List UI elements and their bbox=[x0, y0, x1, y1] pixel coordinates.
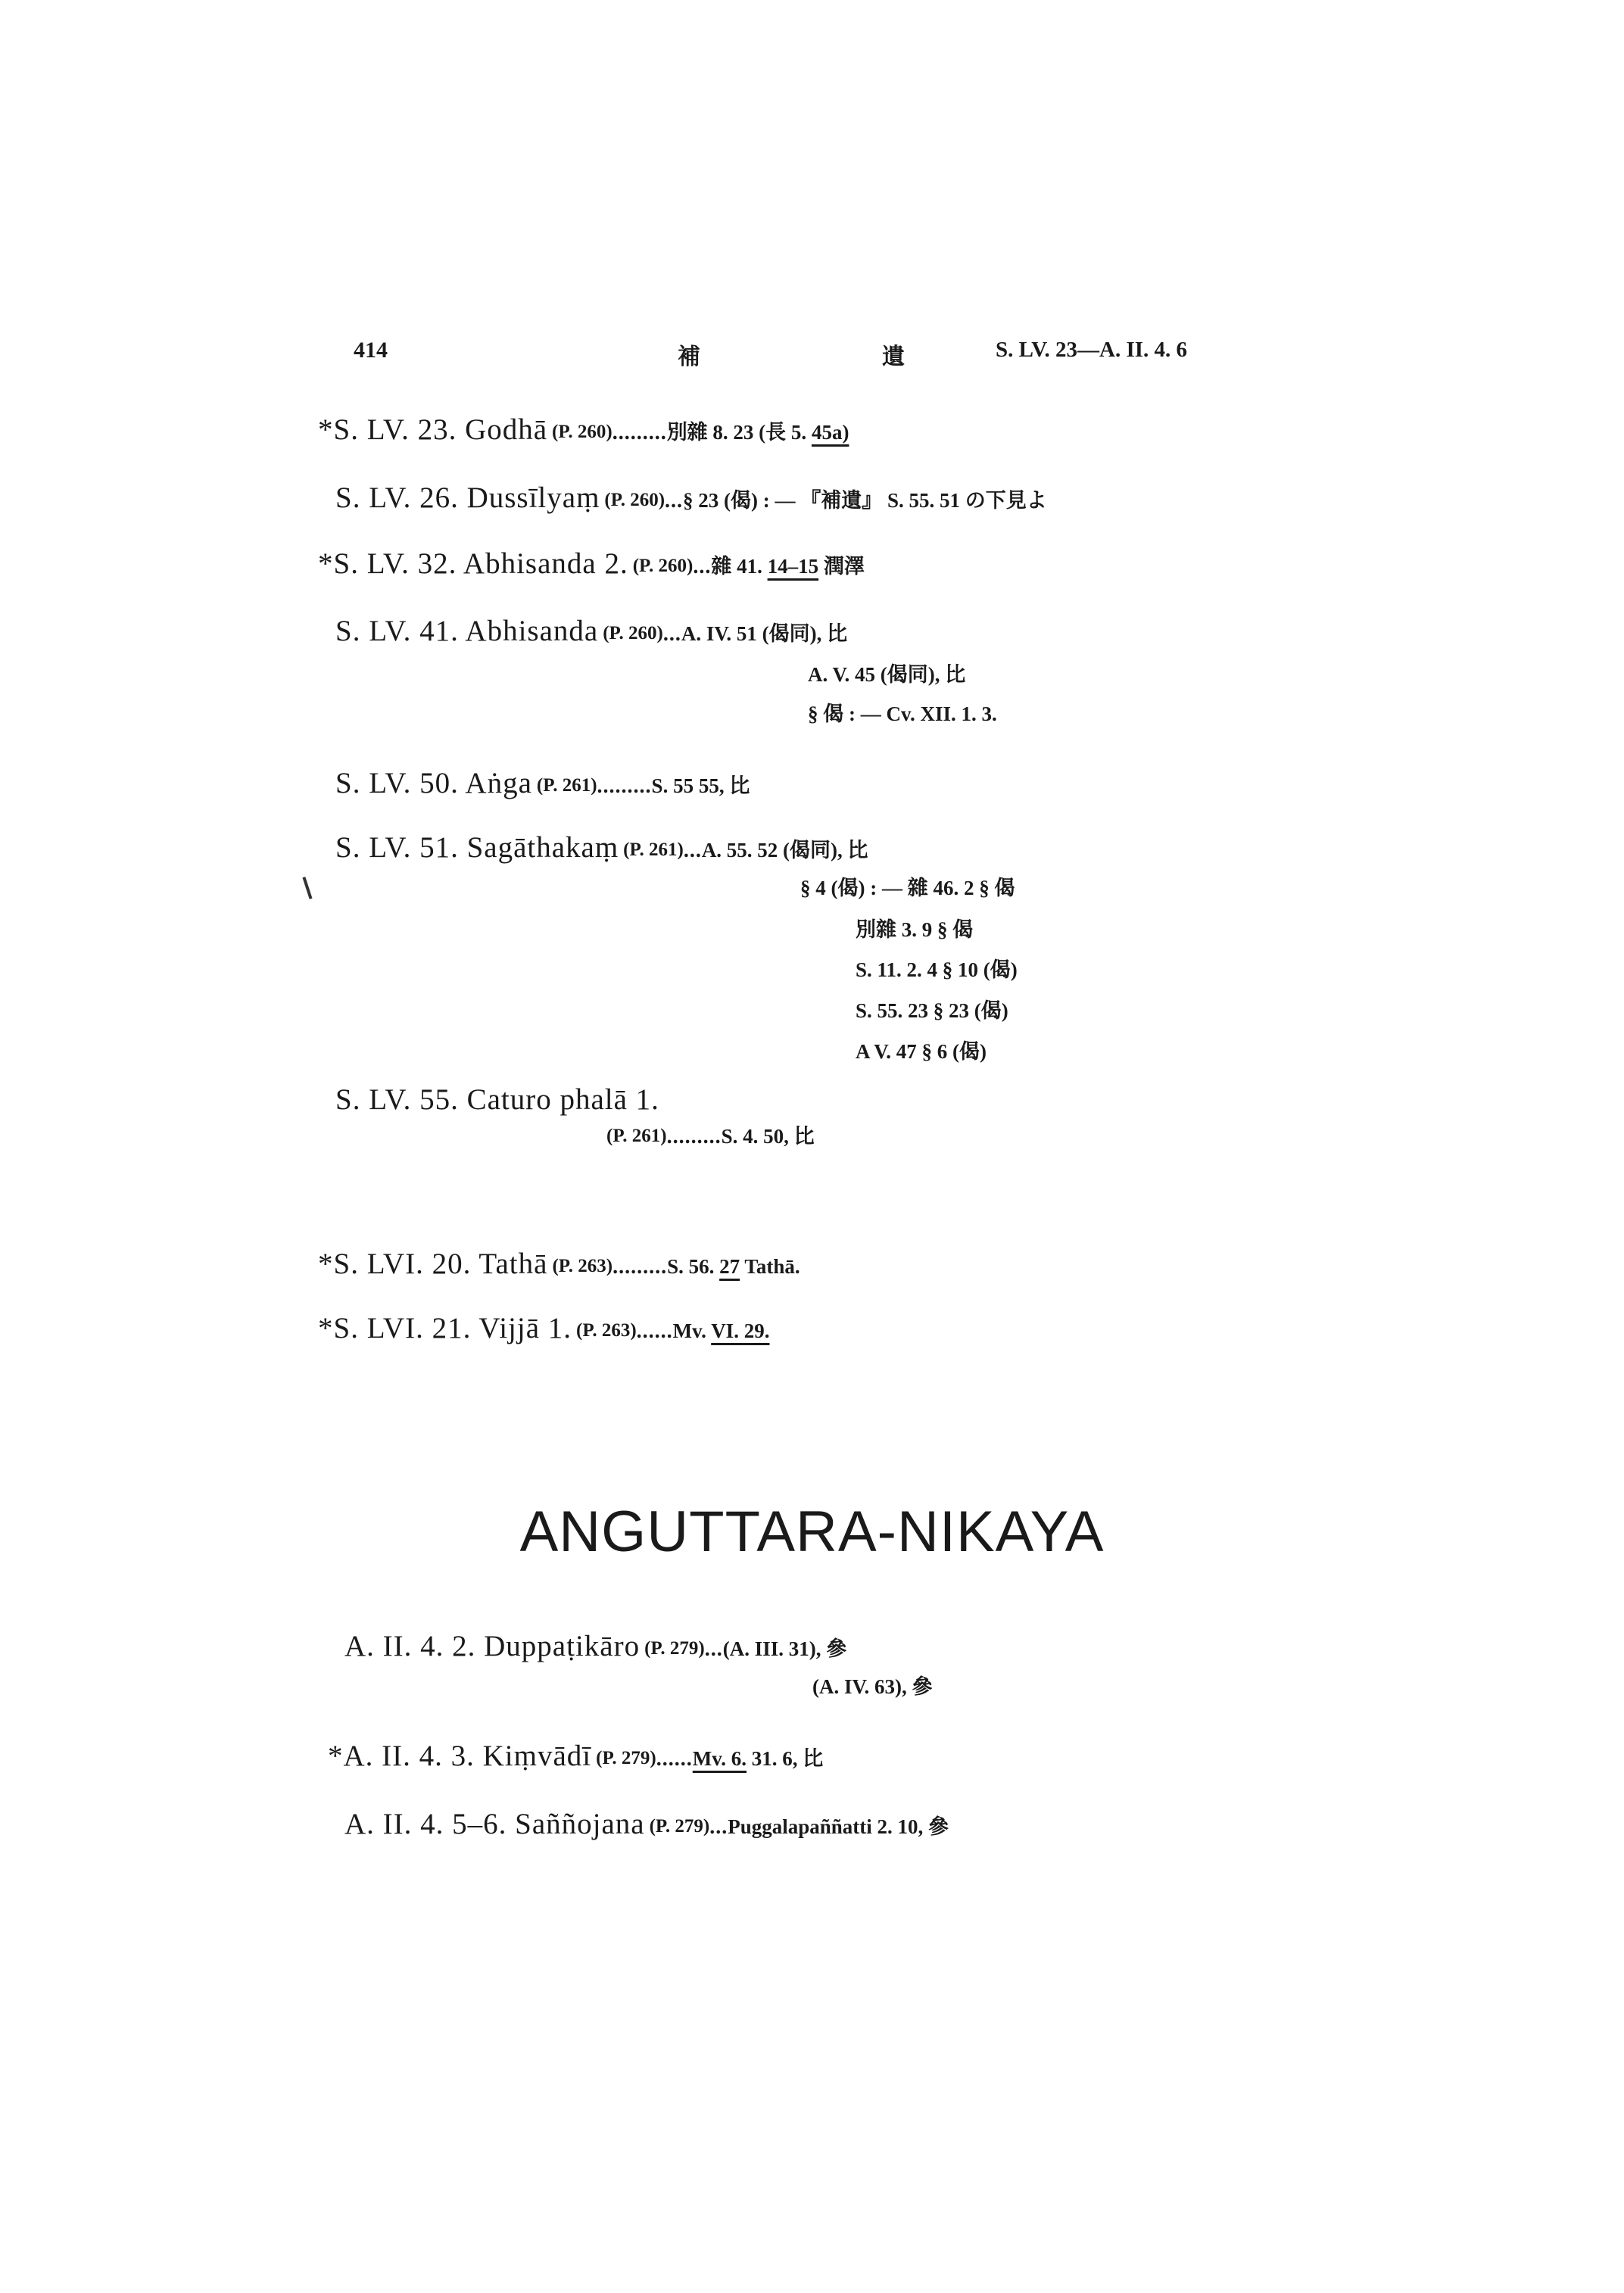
entry-dots: ...... bbox=[636, 1319, 673, 1343]
entry-target: Puggalapaññatti 2. 10, 參 bbox=[728, 1815, 949, 1838]
entry-target: § 23 (偈) : — 『補遺』 S. 55. 51 の下見よ bbox=[683, 489, 1047, 512]
entry-target-suffix: 31. 6, 比 bbox=[747, 1747, 824, 1770]
entry-target-underlined: Mv. 6. bbox=[692, 1747, 747, 1770]
entry-dots: ... bbox=[704, 1637, 723, 1661]
entry-target: 雜 41. bbox=[711, 555, 768, 578]
entry-page: (P. 263) bbox=[552, 1256, 613, 1276]
entry-page: (P. 279) bbox=[649, 1816, 710, 1837]
entry-target-continuation: (A. IV. 63), 參 bbox=[812, 1675, 933, 1698]
entry-s-lv-26 bbox=[335, 483, 1047, 512]
entry-page: (P. 261) bbox=[623, 840, 684, 860]
entry-page: (P. 261) bbox=[606, 1126, 667, 1146]
entry-dots: ... bbox=[662, 622, 681, 646]
entry-a-ii-4-5-6 bbox=[344, 1809, 949, 1839]
entry-dots: ... bbox=[709, 1815, 728, 1839]
entry-target-continuation: § 4 (偈) : — 雜 46. 2 § 偈 bbox=[800, 877, 1015, 899]
entry-ref: *S. LV. 23. Godhā bbox=[318, 413, 548, 446]
entry-page: (P. 279) bbox=[644, 1638, 705, 1659]
entry-target-continuation: A V. 47 § 6 (偈) bbox=[856, 1040, 987, 1063]
entry-target: S. 4. 50, 比 bbox=[721, 1125, 815, 1148]
entry-ref: *A. II. 4. 3. Kiṃvādī bbox=[328, 1740, 592, 1772]
entry-target: Mv. bbox=[672, 1319, 712, 1342]
entry-ref: S. LV. 55. Caturo phalā 1. bbox=[335, 1083, 659, 1116]
entry-target-underlined: 27 bbox=[719, 1255, 740, 1278]
header-title-char-1: 補 bbox=[678, 344, 700, 369]
entry-target-underlined: 45a) bbox=[811, 421, 849, 444]
entry-ref: S. LV. 51. Sagāthakaṃ bbox=[335, 831, 619, 864]
entry-target-continuation: § 偈 : — Cv. XII. 1. 3. bbox=[808, 703, 997, 725]
entry-ref: *S. LVI. 20. Tathā bbox=[318, 1248, 548, 1280]
entry-dots: ... bbox=[665, 489, 684, 512]
entry-ref: S. LV. 41. Abhisanda bbox=[335, 615, 599, 647]
entry-s-lv-32 bbox=[318, 549, 865, 578]
entry-target-suffix: Tathā. bbox=[740, 1255, 800, 1278]
entry-page: (P. 260) bbox=[604, 490, 665, 510]
entry-target-underlined: VI. 29. bbox=[711, 1319, 770, 1342]
entry-s-lv-23 bbox=[318, 415, 849, 444]
header-title-char-2: 遺 bbox=[882, 344, 905, 369]
entry-target-continuation: A. V. 45 (偈同), 比 bbox=[808, 663, 966, 686]
entry-a-ii-4-2 bbox=[344, 1631, 846, 1661]
entry-target: S. 55 55, 比 bbox=[651, 774, 750, 797]
entry-page: (P. 261) bbox=[536, 775, 597, 796]
entry-dots: ... bbox=[683, 839, 702, 862]
entry-target: A. IV. 51 (偈同), 比 bbox=[681, 622, 848, 645]
entry-dots: ... bbox=[693, 555, 712, 578]
entry-s-lv-41 bbox=[335, 616, 847, 646]
entry-page: (P. 263) bbox=[576, 1320, 637, 1341]
entry-target: S. 56. bbox=[667, 1255, 720, 1278]
entry-dots: ......... bbox=[597, 774, 652, 798]
entry-ref: S. LV. 50. Aṅga bbox=[335, 767, 532, 799]
entry-page: (P. 260) bbox=[603, 623, 663, 643]
entry-page: (P. 260) bbox=[632, 556, 694, 576]
entry-target-continuation: S. 55. 23 § 23 (偈) bbox=[856, 999, 1008, 1022]
section-title: ANGUTTARA-NIKAYA bbox=[519, 1500, 1105, 1564]
entry-ref: S. LV. 26. Dussīlyaṃ bbox=[335, 481, 600, 514]
entry-a-ii-4-3 bbox=[328, 1741, 823, 1771]
entry-s-lv-55 bbox=[602, 1126, 815, 1148]
entry-ref: A. II. 4. 2. Duppaṭikāro bbox=[344, 1630, 641, 1662]
entry-dots: ......... bbox=[666, 1125, 722, 1148]
entry-target: A. 55. 52 (偈同), 比 bbox=[701, 839, 868, 861]
entry-ref: A. II. 4. 5–6. Saññojana bbox=[344, 1808, 645, 1840]
entry-target-suffix: 潤澤 bbox=[818, 555, 865, 578]
entry-page: (P. 260) bbox=[552, 422, 613, 442]
header-range: S. LV. 23—A. II. 4. 6 bbox=[996, 338, 1188, 362]
entry-dots: ......... bbox=[613, 1255, 668, 1279]
margin-mark bbox=[302, 877, 312, 899]
entry-dots: ......... bbox=[612, 421, 667, 444]
entry-target-underlined: 14–15 bbox=[767, 555, 819, 578]
entry-target: 別雜 8. 23 (長 5. bbox=[666, 421, 812, 444]
entry-ref: *S. LV. 32. Abhisanda 2. bbox=[318, 547, 628, 580]
entry-ref: *S. LVI. 21. Vijjā 1. bbox=[318, 1312, 572, 1344]
entry-target-continuation: 別雜 3. 9 § 偈 bbox=[856, 918, 974, 941]
entry-s-lvi-21 bbox=[318, 1313, 769, 1343]
entry-target-continuation: S. 11. 2. 4 § 10 (偈) bbox=[856, 958, 1018, 981]
page-number: 414 bbox=[354, 338, 388, 363]
entry-target: (A. III. 31), 參 bbox=[722, 1637, 847, 1660]
entry-s-lv-50 bbox=[335, 768, 750, 798]
entry-dots: ...... bbox=[656, 1747, 693, 1771]
entry-page: (P. 279) bbox=[596, 1748, 656, 1768]
entry-s-lv-51 bbox=[335, 833, 868, 862]
entry-s-lvi-20 bbox=[318, 1249, 800, 1279]
